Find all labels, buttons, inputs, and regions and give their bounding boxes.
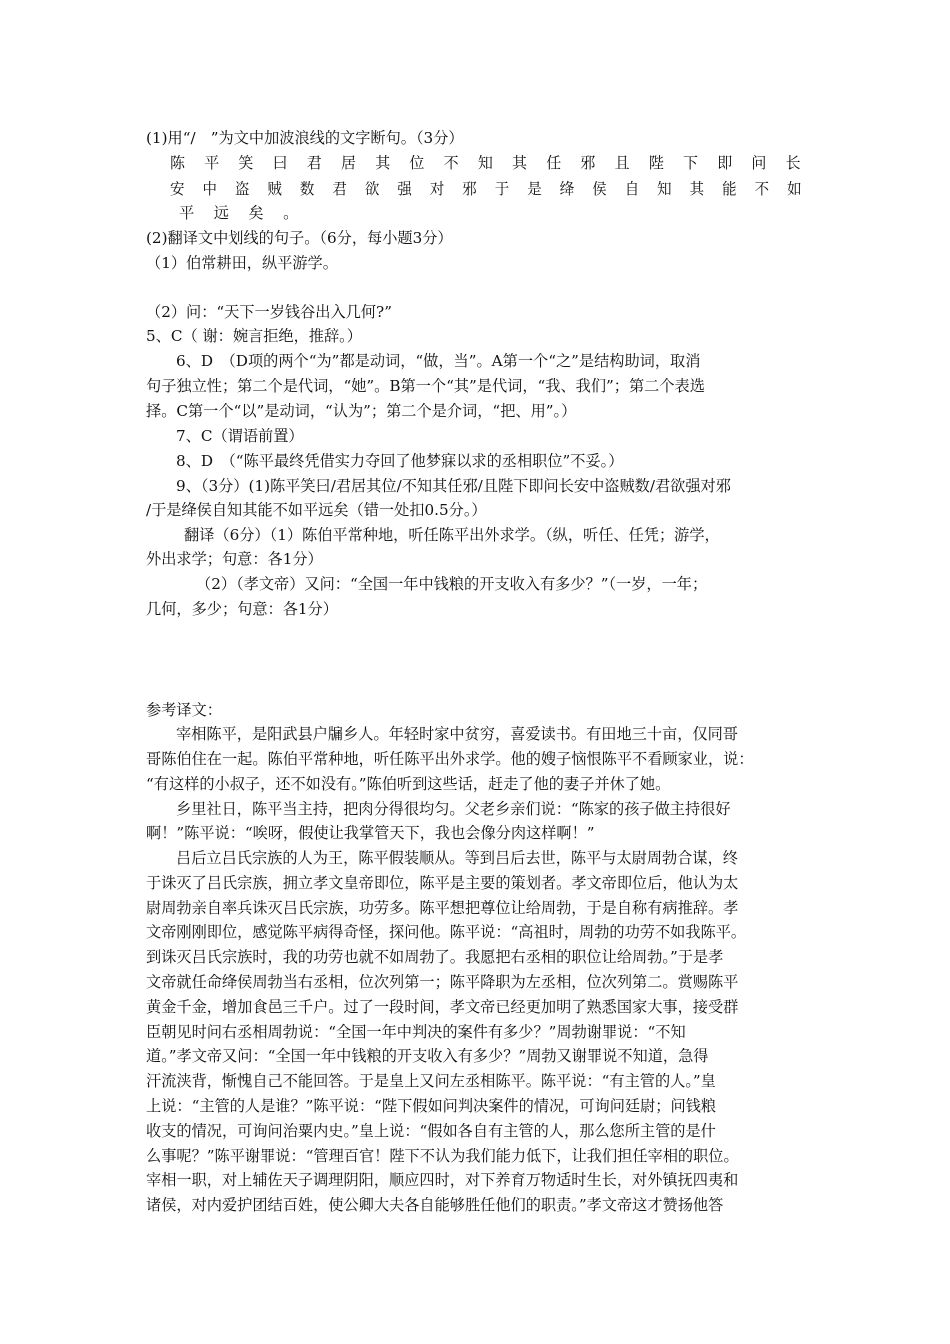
- translation-line: 尉周勃亲自率兵诛灭吕氏宗族，功劳多。陈平想把尊位让给周勃，于是自称有病推辞。孝: [146, 899, 739, 917]
- translation-line: 哥陈伯住在一起。陈伯平常种地，听任陈平出外求学。他的嫂子恼恨陈平不看顾家业，说：: [146, 750, 754, 768]
- translation-line: 诸侯，对内爱护团结百姓，使公卿大夫各自能够胜任他们的职责。”孝文帝这才赞扬他答: [146, 1196, 724, 1214]
- answer-translation-1-line-2: 外出求学；句意：各1分）: [146, 550, 323, 568]
- punctuation-passage-line-3: 平远矣。: [179, 204, 318, 222]
- translation-line: 乡里社日，陈平当主持，把肉分得很均匀。父老乡亲们说：“陈家的孩子做主持很好: [176, 800, 731, 818]
- answer-translation-1-line-1: 翻译（6分）（1）陈伯平常种地，听任陈平出外求学。（纵，听任、任凭；游学，: [184, 526, 720, 544]
- translation-line: 文帝刚刚即位，感觉陈平病得奇怪，探问他。陈平说：“高祖时，周勃的功劳不如我陈平。: [146, 923, 747, 941]
- answer-translation-2-line-2: 几何，多少；句意：各1分）: [146, 600, 338, 618]
- punctuation-passage-line-2: 安中盗贼数君欲强对邪于是绛侯自知其能不如: [170, 180, 820, 198]
- translation-line: 吕后立吕氏宗族的人为王，陈平假装顺从。等到吕后去世，陈平与太尉周勃合谋，终: [176, 849, 738, 867]
- translation-line: 文帝就任命绛侯周勃当右丞相，位次列第一；陈平降职为左丞相，位次列第二。赏赐陈平: [146, 973, 739, 991]
- translation-line: 黄金千金，增加食邑三千户。过了一段时间，孝文帝已经更加明了熟悉国家大事，接受群: [146, 998, 739, 1016]
- answer-9-line-1: 9、（3分）(1)陈平笑曰/君居其位/不知其任邪/且陛下即问长安中盗贼数/君欲强对邪: [176, 477, 731, 495]
- answer-6-line-3: 择。C第一个“以”是动词，“认为”；第二个是介词，“把、用”。）: [146, 402, 577, 420]
- reference-translation-heading: 参考译文：: [146, 701, 222, 719]
- translation-line: 收支的情况，可询问治粟内史。”皇上说：“假如各自有主管的人，那么您所主管的是什: [146, 1122, 716, 1140]
- translation-line: 汗流浃背，惭愧自己不能回答。于是皇上又问左丞相陈平。陈平说：“有主管的人。”皇: [146, 1072, 716, 1090]
- answer-7: 7、C（谓语前置）: [176, 427, 304, 445]
- translation-line: 宰相一职，对上辅佐天子调理阴阳，顺应四时，对下养育万物适时生长，对外镇抚四夷和: [146, 1171, 739, 1189]
- translate-sentence-2: （2）问：“天下一岁钱谷出入几何?”: [146, 303, 392, 321]
- question-4-1-prompt: (1)用“/ ”为文中加波浪线的文字断句。（3分）: [146, 129, 464, 147]
- punctuation-passage-line-1: 陈平笑曰君居其位不知其任邪且陛下即问长: [170, 154, 820, 172]
- answer-5: 5、C（ 谢：婉言拒绝，推辞。）: [146, 327, 362, 345]
- answer-8: 8、D （“陈平最终凭借实力夺回了他梦寐以求的丞相职位”不妥。）: [176, 452, 624, 470]
- translation-line: 道。”孝文帝又问：“全国一年中钱粮的开支收入有多少？”周勃又谢罪说不知道，急得: [146, 1047, 709, 1065]
- translation-line: 宰相陈平，是阳武县户牖乡人。年轻时家中贫穷，喜爱读书。有田地三十亩，仅同哥: [176, 725, 738, 743]
- answer-6-line-1: 6、D （D项的两个“为”都是动词，“做，当”。A第一个“之”是结构助词，取消: [176, 352, 701, 370]
- translation-line: 么事呢？”陈平谢罪说：“管理百官！陛下不认为我们能力低下，让我们担任宰相的职位。: [146, 1147, 739, 1165]
- answer-9-line-2: /于是绛侯自知其能不如平远矣（错一处扣0.5分。）: [146, 501, 487, 519]
- answer-6-line-2: 句子独立性；第二个是代词，“她”。B第一个“其”是代词，“我、我们”；第二个表选: [146, 377, 705, 395]
- translation-line: 上说：“主管的人是谁？”陈平说：“陛下假如问判决案件的情况，可询问廷尉；问钱粮: [146, 1097, 717, 1115]
- question-4-2-prompt: (2)翻译文中划线的句子。（6分，每小题3分）: [146, 229, 453, 247]
- translation-line: “有这样的小叔子，还不如没有。”陈伯听到这些话，赶走了他的妻子并休了她。: [146, 775, 671, 793]
- translation-line: 臣朝见时问右丞相周勃说：“全国一年中判决的案件有多少？”周勃谢罪说：“不知: [146, 1023, 686, 1041]
- translation-line: 到诛灭吕氏宗族时，我的功劳也就不如周勃了。我愿把右丞相的职位让给周勃。”于是孝: [146, 948, 724, 966]
- translation-line: 啊！”陈平说：“唉呀，假使让我掌管天下，我也会像分肉这样啊！”: [146, 824, 595, 842]
- translate-sentence-1: （1）伯常耕田，纵平游学。: [146, 254, 338, 272]
- answer-translation-2-line-1: （2）（孝文帝）又问：“全国一年中钱粮的开支收入有多少？”（一岁，一年；: [196, 575, 708, 593]
- translation-line: 于诛灭了吕氏宗族，拥立孝文皇帝即位，陈平是主要的策划者。孝文帝即位后，他认为太: [146, 874, 739, 892]
